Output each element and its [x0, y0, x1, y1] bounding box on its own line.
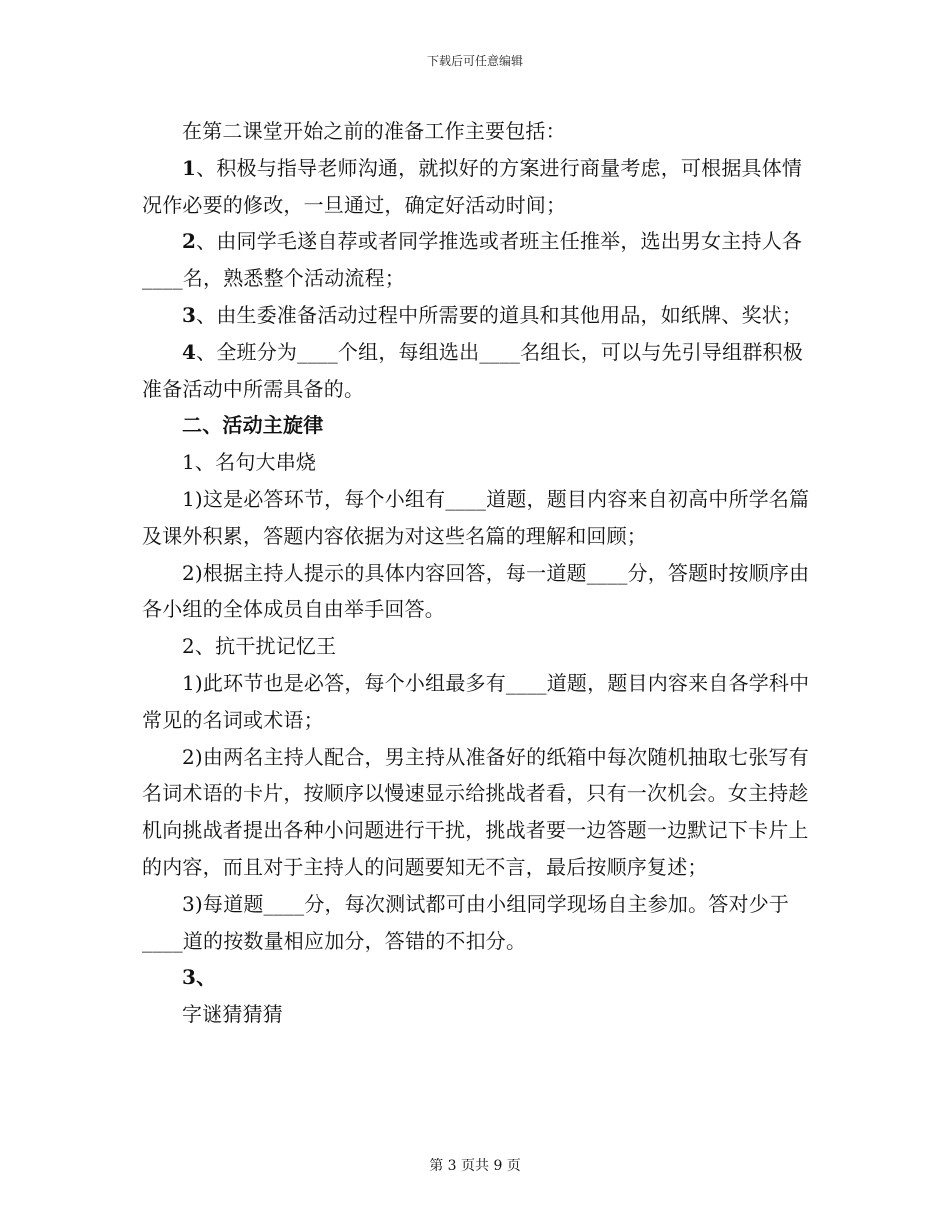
sub2-item-1: 1)此环节也是必答，每个小组最多有____道题，题目内容来自各学科中常见的名词或术语；: [142, 670, 810, 732]
sub2-item-2: 2)由两名主持人配合，男主持从准备好的纸箱中每次随机抽取七张写有名词术语的卡片，按顺序以慢速显示给挑战者看，只有一次机会。女主持趁机向挑战者提出各种小问题进行干扰，挑战者要一边答题一边默记下卡片上的内容，而且对于主持人的问题要知无不言，最后按顺序复述；: [142, 744, 809, 879]
section-title: 二、活动主旋律: [182, 413, 324, 438]
prep-item-2: [142, 223, 810, 297]
sub3-number: 3、: [182, 965, 217, 990]
prep-item-4-text: 、全班分为____个组，每组选出____名组长，可以与先引导组群积极准备活动中所需具备的。: [142, 339, 803, 401]
sub1-item-1: 1)这是必答环节，每个小组有____道题，题目内容来自初高中所学名篇及课外积累，答题内容依据为对这些名篇的理解和回顾；: [142, 486, 810, 548]
sub2-item-3: 3)每道题____分，每次测试都可由小组同学现场自主参加。答对少于____道的按数量相应加分，答错的不扣分。: [142, 891, 790, 953]
sub1-item-2: 2)根据主持人提示的具体内容回答，每一道题____分，答题时按顺序由各小组的全体成员自由举手回答。: [142, 560, 810, 622]
sub2-title: 2、抗干扰记忆王: [182, 634, 337, 659]
page-footer: 第 3 页共 9 页: [429, 1158, 521, 1174]
prep-item-1: [142, 150, 810, 224]
sub3-title: 字谜猜猜猜: [182, 1002, 283, 1027]
sub1-title: 1、名句大串烧: [182, 450, 317, 475]
intro-paragraph: 在第二课堂开始之前的准备工作主要包括：: [182, 119, 566, 143]
prep-item-2-number: 2: [182, 229, 197, 254]
prep-item-4: [142, 334, 810, 408]
prep-item-4-number: 4: [182, 339, 197, 364]
prep-item-3-number: 3: [182, 302, 197, 327]
prep-item-3-text: 、由生委准备活动过程中所需要的道具和其他用品，如纸牌、奖状；: [196, 302, 803, 327]
page-header: 下载后可任意编辑: [426, 54, 523, 68]
prep-item-2-text: 、由同学毛遂自荐或者同学推选或者班主任推举，选出男女主持人各____名，熟悉整个活动流程；: [142, 229, 803, 291]
prep-item-3: [142, 297, 810, 334]
document-body: [142, 113, 810, 1033]
prep-item-1-text: 、积极与指导老师沟通，就拟好的方案进行商量考虑，可根据具体情况作必要的修改，一旦通过，确定好活动时间；: [142, 155, 803, 217]
prep-item-1-number: 1: [182, 155, 197, 180]
